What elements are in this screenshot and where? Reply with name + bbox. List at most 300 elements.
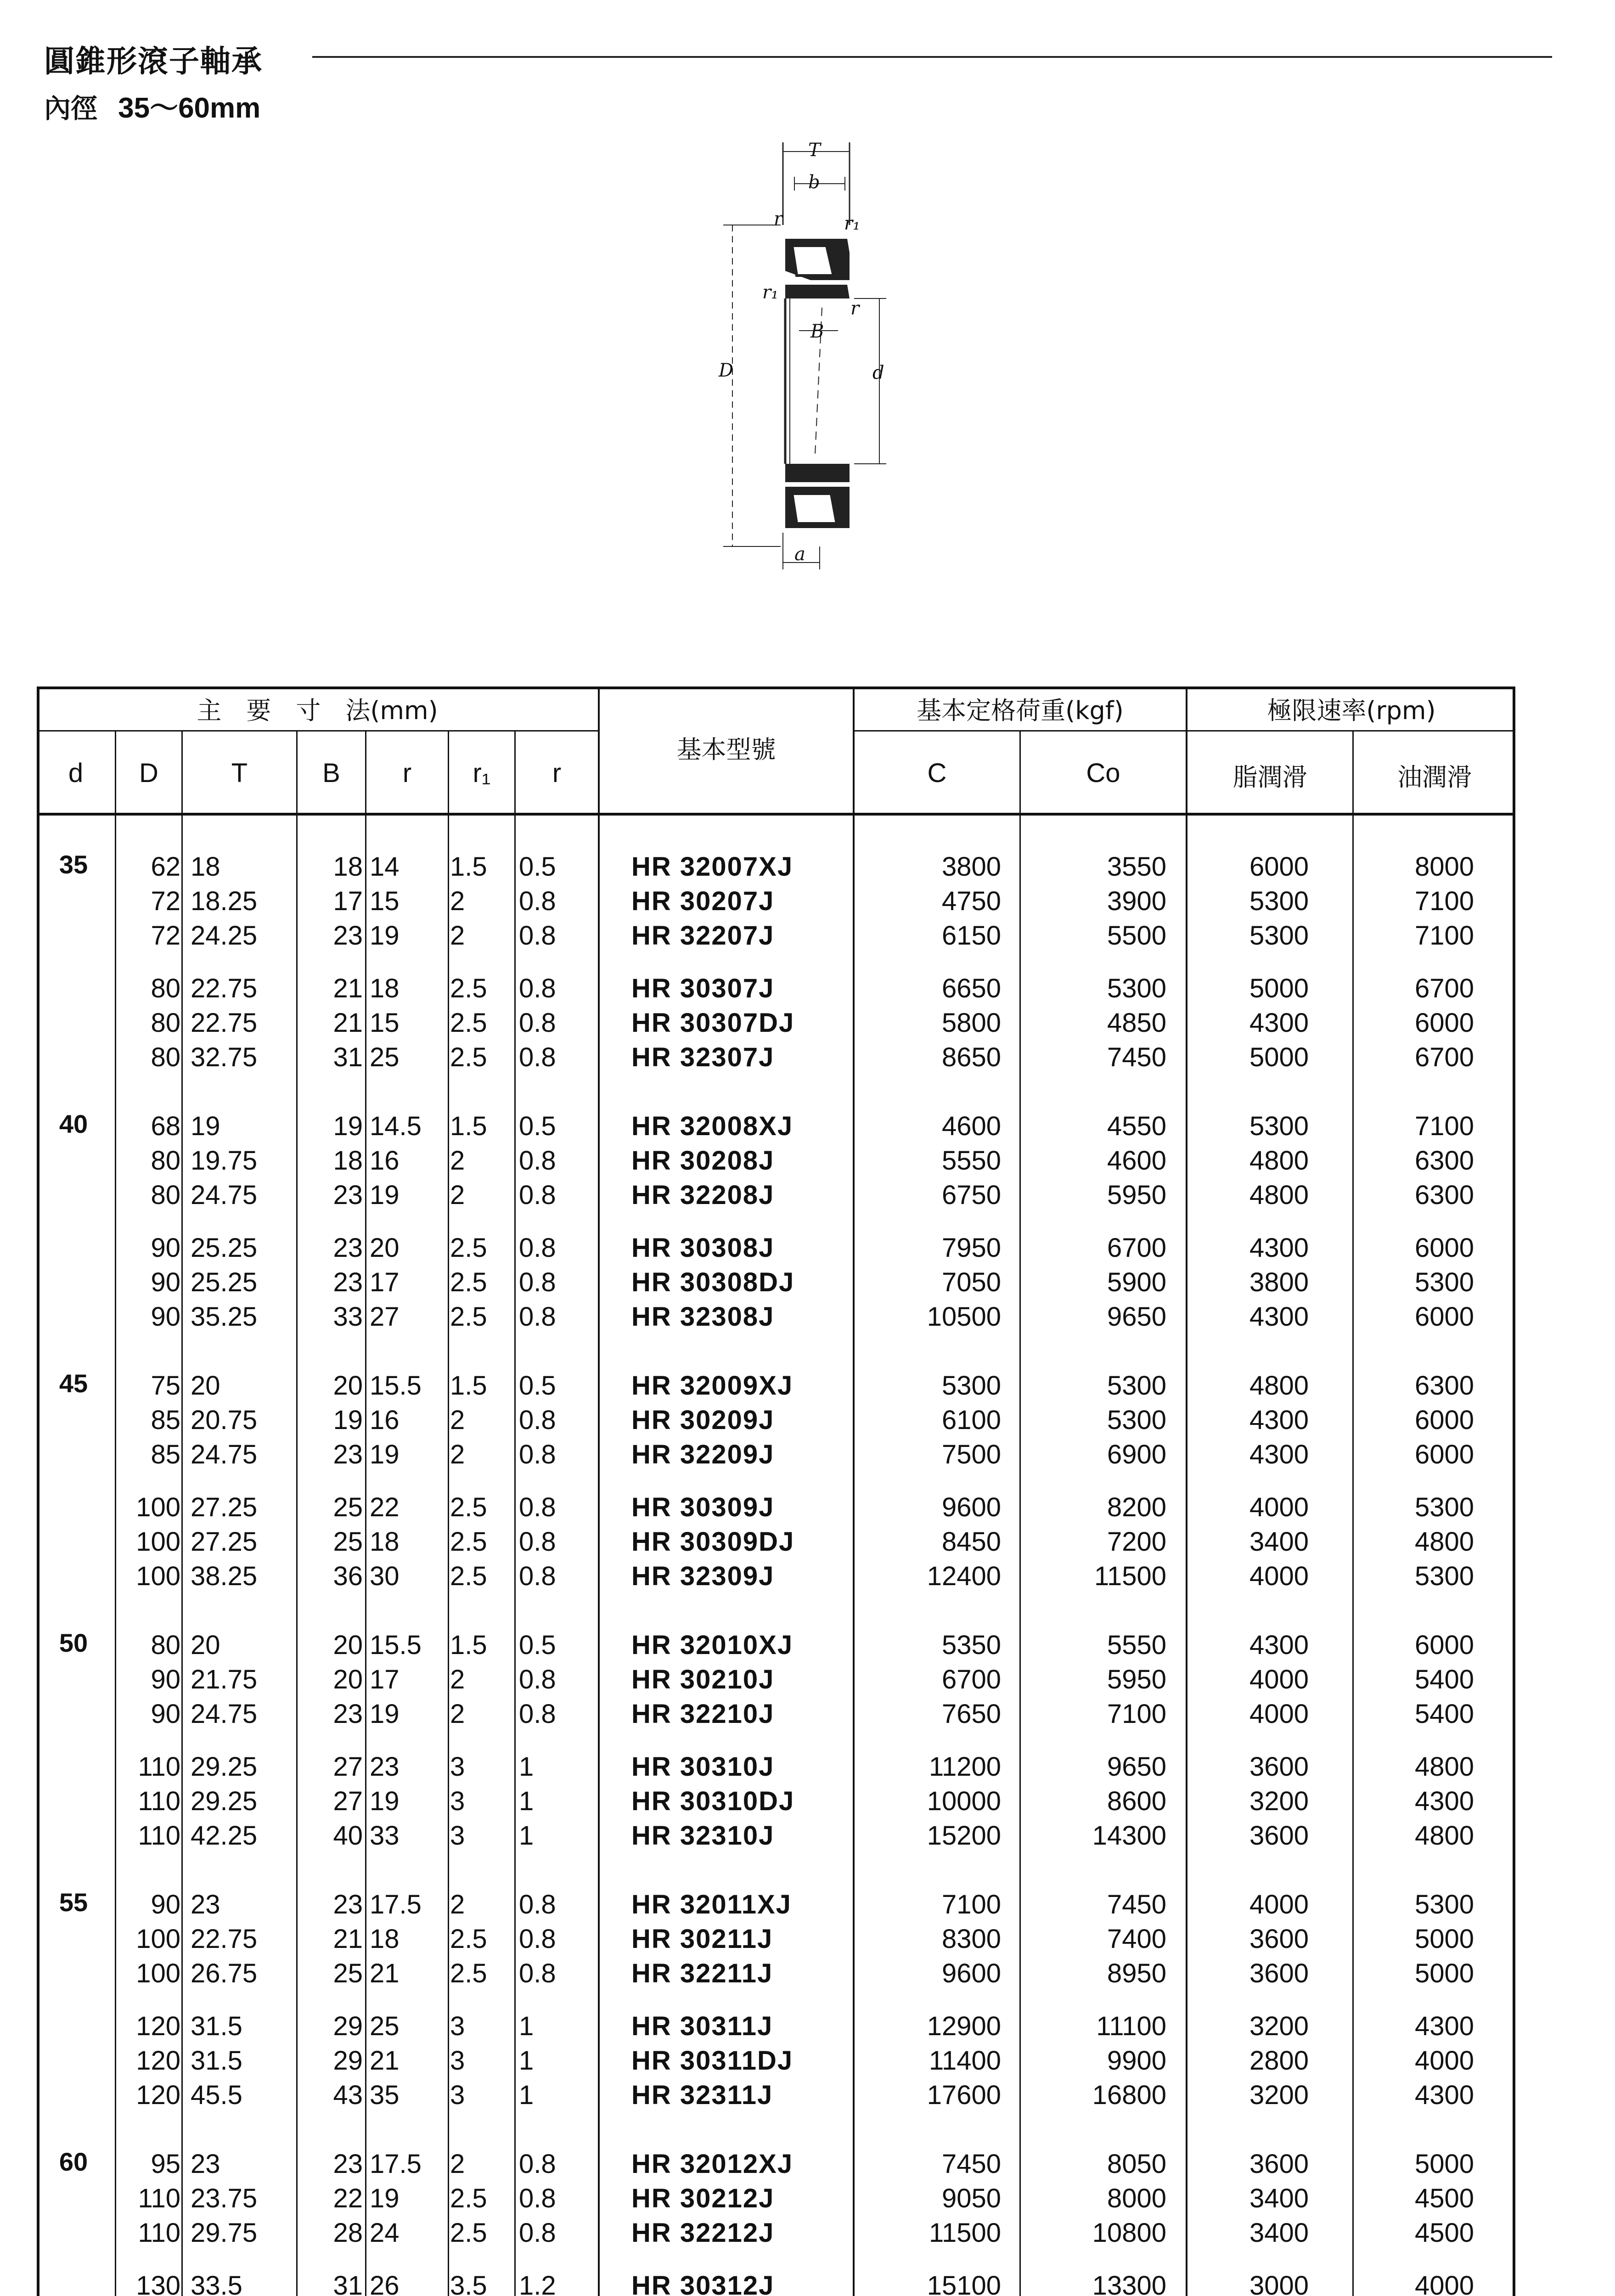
cell-r: 35 [370,2080,400,2110]
diagram-label-D: D [719,360,734,381]
cell-D: 90 [151,1665,180,1694]
header-col-D: D [139,758,158,788]
cell-model: HR 30311DJ [631,2046,793,2076]
cell-r1: 2.5 [450,1267,487,1297]
cell-D: 90 [151,1890,180,1919]
cell-r1: 2.5 [450,1042,487,1072]
cell-Co: 8200 [1107,1492,1166,1522]
cell-oil: 6000 [1414,1630,1474,1660]
cell-r1: 1.5 [450,852,487,882]
col-line-T [296,730,298,2296]
cell-grease: 3600 [1249,2149,1309,2179]
cell-C: 4600 [941,1111,1001,1141]
cell-r2: 1 [519,2046,534,2076]
cell-r2: 0.8 [519,1665,556,1694]
cell-grease: 4000 [1249,1561,1309,1591]
cell-grease: 3200 [1249,2080,1309,2110]
cell-T: 29.25 [191,1752,258,1782]
cell-oil: 5000 [1414,1958,1474,1988]
cell-B: 29 [333,2011,363,2041]
cell-T: 32.75 [191,1042,258,1072]
cell-model: HR 32207J [631,921,775,951]
cell-T: 33.5 [191,2271,242,2296]
cell-r2: 1 [519,2080,534,2110]
cell-Co: 6700 [1107,1233,1166,1263]
cell-r: 16 [370,1146,400,1176]
cell-r: 25 [370,2011,400,2041]
cell-r: 15 [370,1008,400,1038]
header-model: 基本型號 [676,735,776,764]
cell-C: 6150 [941,921,1001,951]
cell-D: 110 [138,1752,180,1782]
cell-r2: 1 [519,1786,534,1816]
cell-oil: 6000 [1414,1302,1474,1332]
cell-r1: 2 [450,1665,465,1694]
cell-r: 19 [370,1786,400,1816]
cell-r1: 2.5 [450,1958,487,1988]
cell-C: 8650 [941,1042,1001,1072]
cell-Co: 8000 [1107,2183,1166,2213]
cell-r: 15.5 [370,1371,422,1401]
diagram-label-r-right: r [850,298,860,319]
cell-oil: 4300 [1414,2080,1474,2110]
cell-model: HR 30309J [631,1492,775,1522]
cell-C: 9600 [941,1492,1001,1522]
cell-r2: 0.8 [519,1233,556,1263]
cell-grease: 5000 [1249,1042,1309,1072]
cell-r: 26 [370,2271,400,2296]
cell-r: 15 [370,886,400,916]
cell-r2: 0.8 [519,2149,556,2179]
cell-T: 26.75 [191,1958,258,1988]
cell-D: 90 [151,1699,180,1729]
cell-D: 85 [151,1440,180,1469]
cell-D: 80 [151,1146,180,1176]
cell-oil: 6000 [1414,1405,1474,1435]
cell-oil: 4800 [1414,1527,1474,1557]
header-col-r2: r [552,758,562,788]
cell-B: 23 [333,1233,363,1263]
cell-Co: 8050 [1107,2149,1166,2179]
header-col-C: C [927,758,947,788]
cell-model: HR 32007XJ [631,852,793,882]
cell-D: 130 [136,2271,180,2296]
subtitle-range: 35～60mm [118,92,261,124]
cell-oil: 4300 [1414,1786,1474,1816]
cell-r2: 0.8 [519,1958,556,1988]
cell-r2: 0.8 [519,1302,556,1332]
cell-B: 23 [333,1267,363,1297]
cell-Co: 3550 [1107,852,1166,882]
cell-Co: 7200 [1107,1527,1166,1557]
cell-B: 36 [333,1561,363,1591]
cell-T: 22.75 [191,974,258,1003]
cell-B: 20 [333,1371,363,1401]
cell-grease: 5000 [1249,974,1309,1003]
cell-Co: 11100 [1096,2011,1166,2041]
cell-r1: 2.5 [450,2218,487,2248]
cell-C: 5550 [941,1146,1001,1176]
cell-r: 24 [370,2218,400,2248]
cell-model: HR 32212J [631,2218,775,2248]
cell-grease: 4300 [1249,1233,1309,1263]
header-col-oil: 油潤滑 [1397,763,1472,792]
cell-D: 100 [136,1958,180,1988]
cell-r2: 0.8 [519,2183,556,2213]
cell-grease: 3400 [1249,2183,1309,2213]
diagram-label-r1-top: r₁ [844,213,861,234]
cell-oil: 5300 [1414,1890,1474,1919]
cell-D: 72 [151,886,180,916]
cell-model: HR 30308DJ [631,1267,795,1297]
cell-T: 22.75 [191,1008,258,1038]
cell-D: 110 [138,1786,180,1816]
diagram-label-r-top: r [774,208,783,230]
cell-grease: 4800 [1249,1146,1309,1176]
cell-r1: 2.5 [450,1008,487,1038]
cell-r1: 2.5 [450,1561,487,1591]
cell-Co: 5950 [1107,1665,1166,1694]
cell-r1: 1.5 [450,1111,487,1141]
cell-Co: 5550 [1107,1630,1166,1660]
cell-grease: 3000 [1249,2271,1309,2296]
cell-r2: 0.8 [519,886,556,916]
cell-Co: 6900 [1107,1440,1166,1469]
cell-B: 25 [333,1492,363,1522]
cell-D: 100 [136,1492,180,1522]
cell-grease: 3200 [1249,1786,1309,1816]
header-col-B: B [322,758,340,788]
header-load-rating: 基本定格荷重(kgf) [917,696,1124,725]
cell-r2: 0.5 [519,1630,556,1660]
cell-oil: 6000 [1414,1233,1474,1263]
header-col-Co: Co [1086,758,1120,788]
cell-T: 25.25 [191,1267,258,1297]
cell-D: 80 [151,974,180,1003]
col-line-d [115,730,116,2296]
cell-C: 11200 [929,1752,1001,1782]
cell-r: 18 [370,1527,400,1557]
cell-grease: 4300 [1249,1302,1309,1332]
cell-C: 7950 [941,1233,1001,1263]
cell-T: 29.75 [191,2218,258,2248]
cell-r: 21 [370,2046,400,2076]
cell-r: 18 [370,974,400,1003]
cell-D: 100 [136,1924,180,1954]
cell-C: 10500 [927,1302,1001,1332]
cell-r1: 2.5 [450,2183,487,2213]
cell-r: 19 [370,921,400,951]
cell-T: 24.75 [191,1440,258,1469]
cell-model: HR 30308J [631,1233,775,1263]
cell-r: 19 [370,1440,400,1469]
cell-model: HR 32308J [631,1302,775,1332]
header-col-d: d [68,758,84,788]
cell-oil: 5400 [1414,1665,1474,1694]
cell-grease: 3600 [1249,1821,1309,1851]
cell-r1: 2 [450,1440,465,1469]
cell-T: 23 [191,2149,220,2179]
cell-C: 6700 [941,1665,1001,1694]
cell-C: 5300 [941,1371,1001,1401]
cell-model: HR 32310J [631,1821,775,1851]
cell-r: 21 [370,1958,400,1988]
cell-grease: 3400 [1249,1527,1309,1557]
cell-T: 29.25 [191,1786,258,1816]
cell-C: 15100 [927,2271,1001,2296]
cell-B: 27 [333,1786,363,1816]
cell-oil: 6300 [1414,1371,1474,1401]
cell-Co: 7400 [1107,1924,1166,1954]
cell-grease: 4300 [1249,1440,1309,1469]
cell-C: 9050 [941,2183,1001,2213]
cell-grease: 4800 [1249,1371,1309,1401]
cell-C: 17600 [927,2080,1001,2110]
cell-B: 19 [333,1111,363,1141]
cell-B: 19 [333,1405,363,1435]
cell-grease: 4300 [1249,1008,1309,1038]
cell-D: 95 [151,2149,180,2179]
cell-D: 120 [136,2011,180,2041]
cell-model: HR 30211J [631,1924,773,1954]
cell-r1: 2 [450,1405,465,1435]
cell-B: 43 [333,2080,363,2110]
cell-B: 23 [333,921,363,951]
col-line-D [181,730,183,2296]
cell-r1: 2.5 [450,1527,487,1557]
cell-T: 23.75 [191,2183,258,2213]
cell-oil: 5300 [1414,1492,1474,1522]
cell-grease: 4300 [1249,1630,1309,1660]
cell-B: 23 [333,1699,363,1729]
cell-oil: 4500 [1414,2218,1474,2248]
cell-r2: 0.8 [519,1267,556,1297]
cell-r: 14.5 [370,1111,422,1141]
cell-C: 7450 [941,2149,1001,2179]
cell-Co: 8600 [1107,1786,1166,1816]
cell-grease: 4800 [1249,1180,1309,1210]
cell-B: 25 [333,1527,363,1557]
cell-r1: 2 [450,921,465,951]
cell-grease: 4000 [1249,1665,1309,1694]
cell-r1: 2 [450,886,465,916]
cell-T: 23 [191,1890,220,1919]
cell-C: 12400 [927,1561,1001,1591]
cell-T: 38.25 [191,1561,258,1591]
cell-r2: 0.5 [519,1111,556,1141]
cell-C: 6100 [941,1405,1001,1435]
cell-r2: 0.5 [519,852,556,882]
cell-r1: 2 [450,1699,465,1729]
cell-model: HR 30307DJ [631,1008,795,1038]
cell-r2: 0.8 [519,1008,556,1038]
cell-Co: 5900 [1107,1267,1166,1297]
cell-r1: 2 [450,2149,465,2179]
cell-oil: 5400 [1414,1699,1474,1729]
cell-D: 120 [136,2046,180,2076]
cell-grease: 4300 [1249,1405,1309,1435]
group-bore-d: 60 [59,2147,88,2176]
cell-Co: 16800 [1092,2080,1166,2110]
cell-r2: 0.8 [519,1890,556,1919]
cell-oil: 6700 [1414,1042,1474,1072]
cell-oil: 6300 [1414,1146,1474,1176]
cell-Co: 4600 [1107,1146,1166,1176]
cell-r1: 2.5 [450,1233,487,1263]
cell-C: 6650 [941,974,1001,1003]
cell-r: 25 [370,1042,400,1072]
cell-model: HR 32211J [631,1958,773,1988]
cell-r2: 0.8 [519,1146,556,1176]
cell-D: 120 [136,2080,180,2110]
group-bore-d: 35 [59,850,88,879]
cell-r2: 0.8 [519,1699,556,1729]
diagram-label-d: d [872,362,884,383]
col-line-B [365,730,366,2296]
cell-D: 80 [151,1042,180,1072]
cell-D: 85 [151,1405,180,1435]
cell-r1: 3 [450,1786,465,1816]
cell-T: 25.25 [191,1233,258,1263]
cell-D: 100 [136,1561,180,1591]
cell-D: 110 [138,2183,180,2213]
cell-C: 15200 [927,1821,1001,1851]
cell-T: 21.75 [191,1665,258,1694]
header-bottom-rule [37,813,1515,816]
cell-r: 19 [370,1180,400,1210]
cell-C: 5350 [941,1630,1001,1660]
cell-C: 6750 [941,1180,1001,1210]
cell-r: 14 [370,852,400,882]
cell-B: 28 [333,2218,363,2248]
cell-D: 100 [136,1527,180,1557]
diagram-label-B: B [810,321,824,342]
cell-grease: 5300 [1249,921,1309,951]
cell-Co: 3900 [1107,886,1166,916]
cell-T: 27.25 [191,1527,258,1557]
cell-model: HR 30312J [631,2271,775,2296]
cell-C: 11400 [929,2046,1001,2076]
cell-C: 9600 [941,1958,1001,1988]
cell-B: 25 [333,1958,363,1988]
cell-model: HR 30311J [631,2011,773,2041]
cell-Co: 14300 [1092,1821,1166,1851]
cell-C: 7100 [941,1890,1001,1919]
cell-model: HR 30309DJ [631,1527,795,1557]
cell-oil: 5000 [1414,1924,1474,1954]
cell-B: 18 [333,1146,363,1176]
cell-model: HR 32008XJ [631,1111,793,1141]
cell-B: 21 [333,974,363,1003]
cell-model: HR 32307J [631,1042,775,1072]
cell-Co: 9650 [1107,1752,1166,1782]
cell-T: 22.75 [191,1924,258,1954]
cell-grease: 4000 [1249,1890,1309,1919]
cell-model: HR 32012XJ [631,2149,793,2179]
header-col-grease: 脂潤滑 [1232,763,1307,792]
cell-r2: 0.8 [519,1180,556,1210]
cell-oil: 4000 [1414,2046,1474,2076]
cell-Co: 5300 [1107,1405,1166,1435]
cell-r: 33 [370,1821,400,1851]
cell-grease: 6000 [1249,852,1309,882]
cell-model: HR 32009XJ [631,1371,793,1401]
cell-B: 17 [333,886,363,916]
cell-C: 7500 [941,1440,1001,1469]
cell-r: 19 [370,2183,400,2213]
cell-Co: 7100 [1107,1699,1166,1729]
cell-Co: 4550 [1107,1111,1166,1141]
cell-B: 40 [333,1821,363,1851]
cell-model: HR 30307J [631,974,775,1003]
group-bore-d: 50 [59,1628,88,1657]
header-divider-right [854,730,1515,732]
cell-C: 11500 [929,2218,1001,2248]
cell-oil: 6700 [1414,974,1474,1003]
cell-oil: 4500 [1414,2183,1474,2213]
cell-grease: 4000 [1249,1699,1309,1729]
cell-Co: 13300 [1092,2271,1166,2296]
cell-grease: 3600 [1249,1752,1309,1782]
cell-B: 20 [333,1665,363,1694]
cell-B: 27 [333,1752,363,1782]
cell-C: 3800 [941,852,1001,882]
group-bore-d: 55 [59,1888,88,1917]
cell-r2: 0.8 [519,1924,556,1954]
cell-D: 110 [138,2218,180,2248]
cell-oil: 4300 [1414,2011,1474,2041]
cell-model: HR 30210J [631,1665,775,1694]
cell-r1: 2.5 [450,1924,487,1954]
cell-Co: 5300 [1107,1371,1166,1401]
cell-model: HR 32010XJ [631,1630,793,1660]
cell-B: 22 [333,2183,363,2213]
cell-oil: 4000 [1414,2271,1474,2296]
cell-oil: 6000 [1414,1008,1474,1038]
cell-r: 20 [370,1233,400,1263]
group-bore-d: 45 [59,1369,88,1398]
cell-D: 110 [138,1821,180,1851]
cell-r1: 3 [450,2046,465,2076]
cell-T: 19 [191,1111,220,1141]
cell-r: 30 [370,1561,400,1591]
cell-oil: 6000 [1414,1440,1474,1469]
cell-Co: 5500 [1107,921,1166,951]
cell-r: 17 [370,1267,400,1297]
cell-model: HR 32208J [631,1180,775,1210]
cell-Co: 11500 [1094,1561,1166,1591]
cell-Co: 9900 [1107,2046,1166,2076]
cell-oil: 5000 [1414,2149,1474,2179]
cell-D: 68 [151,1111,180,1141]
cell-model: HR 30207J [631,886,775,916]
diagram-label-T: T [808,140,821,161]
cell-model: HR 30310DJ [631,1786,795,1816]
cell-r2: 0.8 [519,1492,556,1522]
cell-r: 23 [370,1752,400,1782]
cell-grease: 3200 [1249,2011,1309,2041]
cell-B: 33 [333,1302,363,1332]
cell-r2: 0.8 [519,921,556,951]
cell-Co: 4850 [1107,1008,1166,1038]
cell-r1: 2.5 [450,1302,487,1332]
cell-T: 24.75 [191,1180,258,1210]
cell-grease: 3400 [1249,2218,1309,2248]
cell-r1: 3.5 [450,2271,487,2296]
cell-model: HR 30208J [631,1146,775,1176]
cell-r2: 1 [519,1752,534,1782]
cell-T: 35.25 [191,1302,258,1332]
